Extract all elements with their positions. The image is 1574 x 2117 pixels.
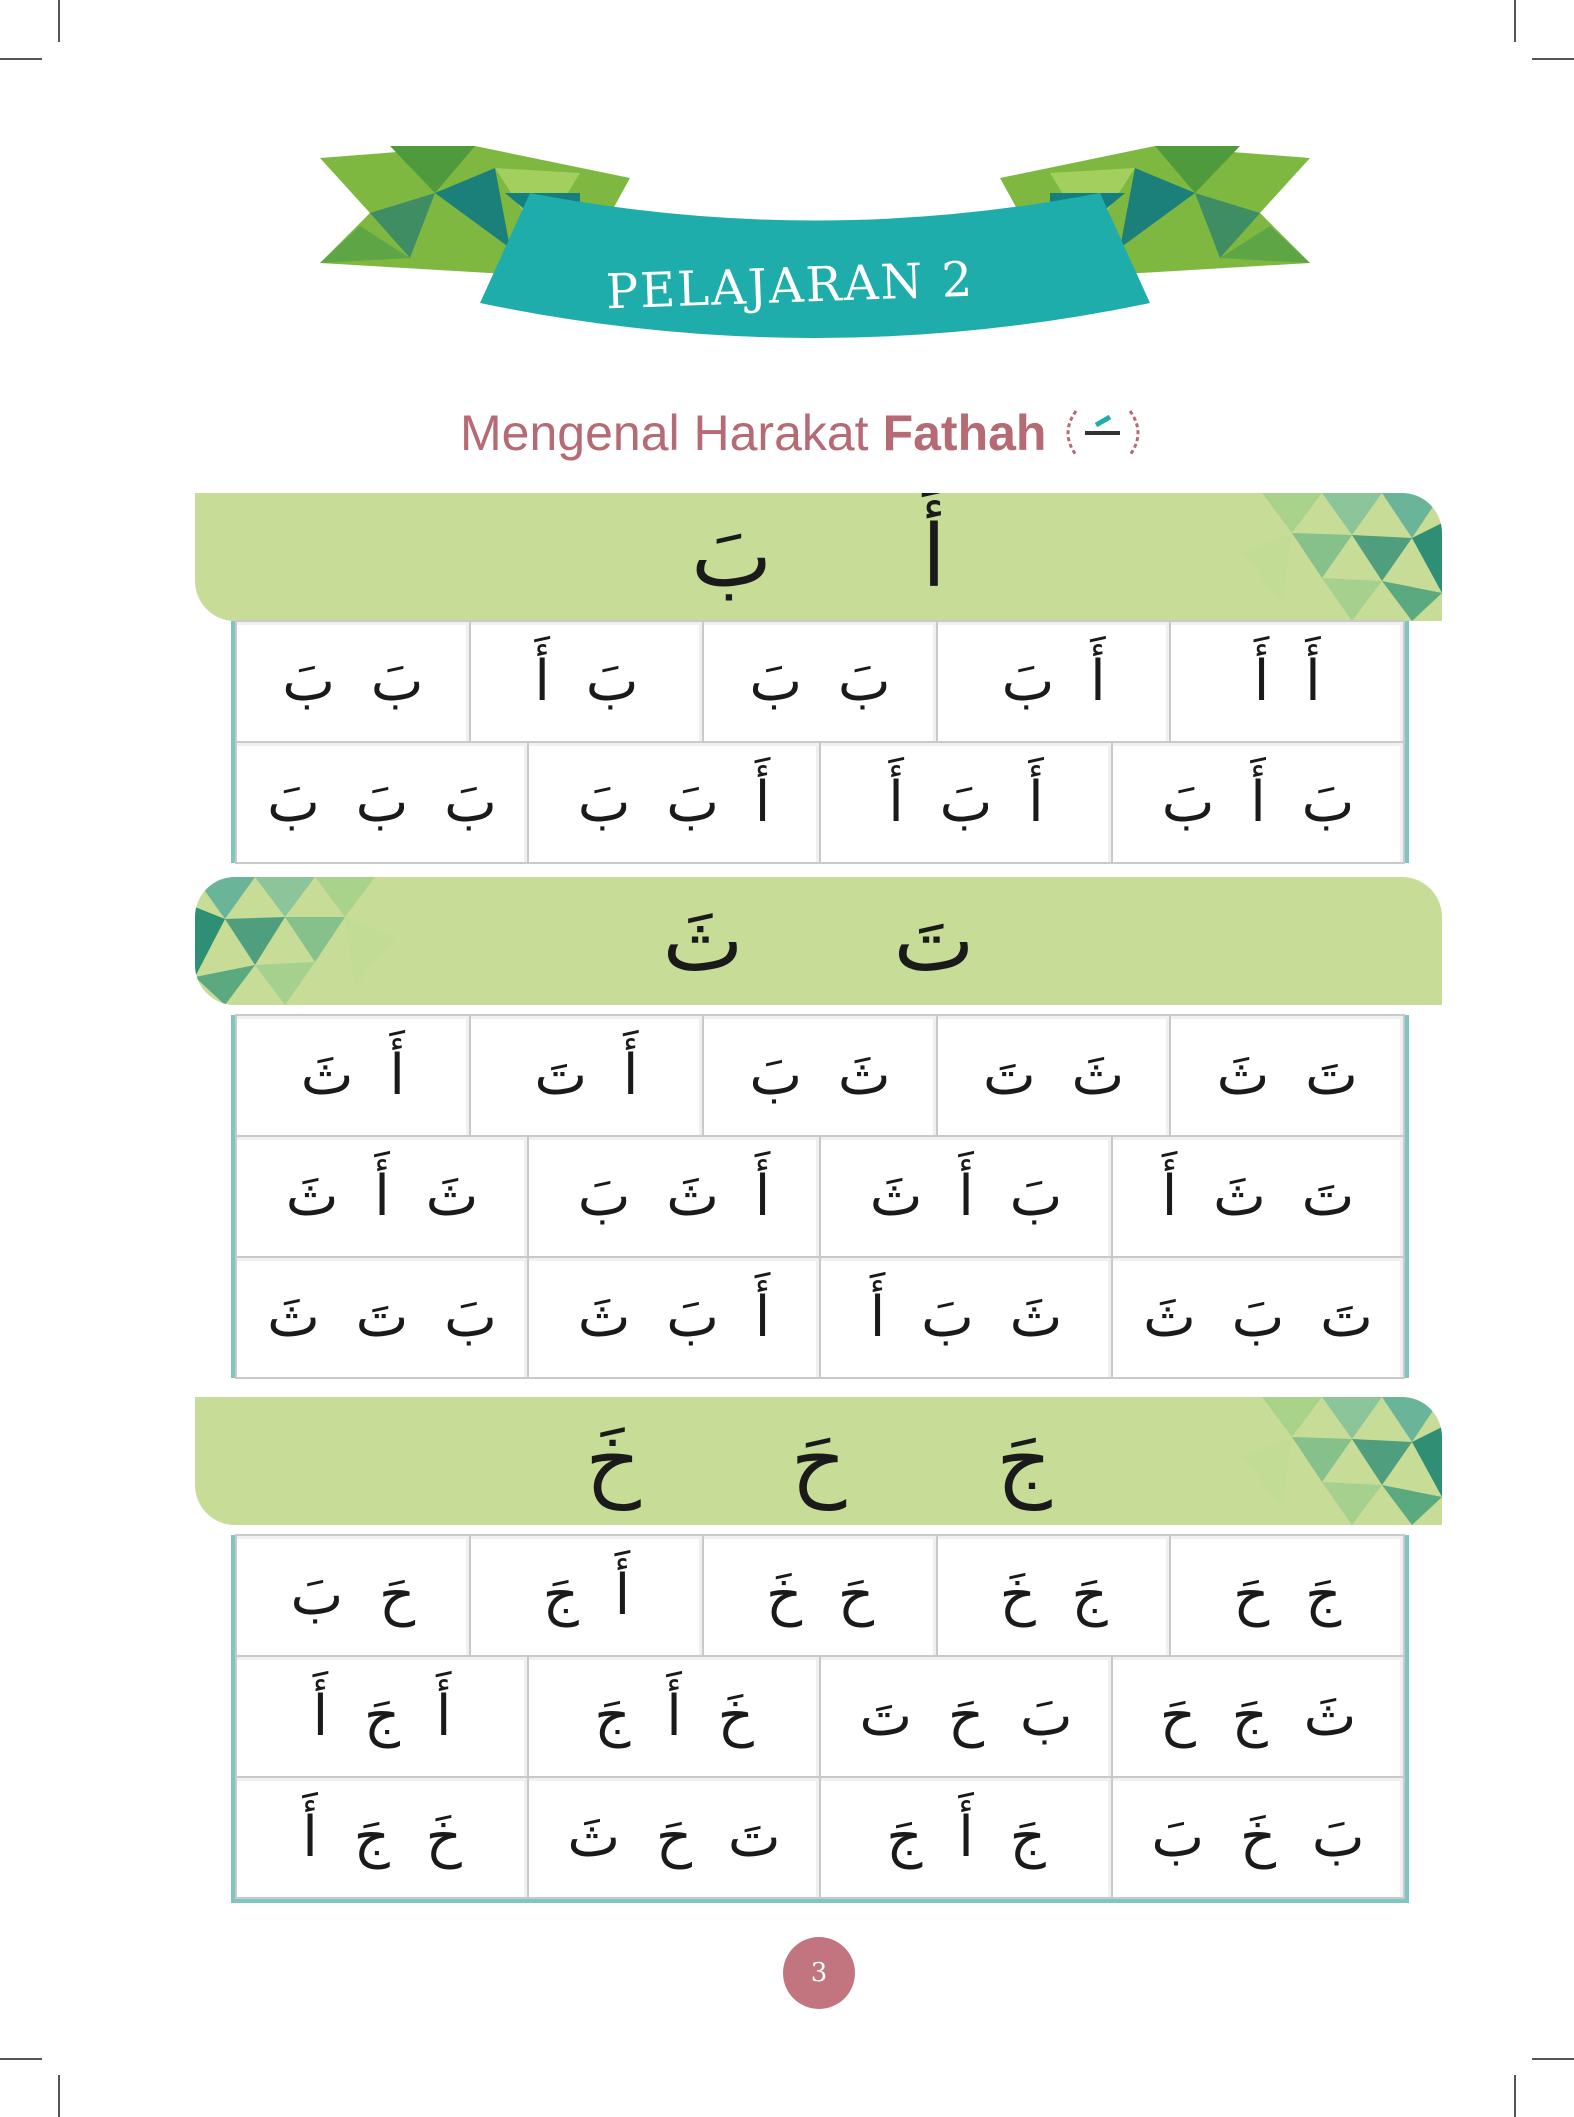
practice-grid-3 — [231, 1535, 1409, 1903]
header-letter: بَ — [691, 507, 773, 607]
grid-row — [236, 1015, 1404, 1136]
grid-cell: أَ جَ أَ — [235, 1655, 529, 1778]
grid-cell: تَ ثَ أَ — [1111, 1135, 1405, 1258]
subtitle-text: Mengenal Harakat — [460, 405, 869, 461]
section-header-1 — [195, 493, 1442, 621]
fathah-sign — [1060, 403, 1146, 463]
header-letter: جَ — [996, 1411, 1052, 1511]
section-letters-3 — [195, 1397, 1442, 1525]
grid-row — [236, 1777, 1404, 1898]
grid-cell: تَ ثَ — [1169, 1014, 1405, 1137]
grid-cell: بَ بَ بَ — [235, 741, 529, 864]
grid-cell: بَ تَ ثَ — [235, 1256, 529, 1379]
grid-cell: أَ بَ ثَ — [527, 1256, 821, 1379]
grid-row — [236, 621, 1404, 742]
crop-mark — [0, 58, 42, 60]
grid-cell: جَ أَ جَ — [819, 1776, 1113, 1899]
grid-cell: بَ حَ تَ — [819, 1655, 1113, 1778]
page-number: 3 — [783, 1937, 855, 2009]
section-header-3 — [195, 1397, 1442, 1525]
grid-cell: أَ جَ — [469, 1534, 705, 1657]
grid-cell: جَ خَ — [936, 1534, 1172, 1657]
grid-cell: حَ خَ — [702, 1534, 938, 1657]
grid-cell: بَ أَ بَ — [1111, 741, 1405, 864]
grid-row — [236, 1535, 1404, 1656]
grid-cell: أَ بَ — [936, 620, 1172, 743]
grid-cell: تَ بَ ثَ — [1111, 1256, 1405, 1379]
grid-cell: أَ أَ — [1169, 620, 1405, 743]
grid-cell: حَ بَ — [235, 1534, 471, 1657]
crop-mark — [1532, 2058, 1574, 2060]
lesson-title: PELAJARAN 2 — [604, 251, 976, 321]
grid-row — [236, 1257, 1404, 1378]
lesson-subtitle — [460, 398, 1180, 468]
grid-cell: ثَ أَ ثَ — [235, 1135, 529, 1258]
grid-cell: خَ جَ أَ — [235, 1776, 529, 1899]
header-letter: ثَ — [662, 891, 744, 991]
grid-cell: ثَ تَ — [936, 1014, 1172, 1137]
header-letter: حَ — [790, 1411, 847, 1511]
crop-mark — [1532, 58, 1574, 60]
header-letter: تَ — [893, 891, 975, 991]
grid-row — [236, 742, 1404, 863]
grid-cell: تَ حَ ثَ — [527, 1776, 821, 1899]
crop-mark — [1514, 0, 1516, 42]
grid-cell: أَ بَ بَ — [527, 741, 821, 864]
grid-cell: بَ أَ ثَ — [819, 1135, 1113, 1258]
section-letters-1 — [195, 493, 1442, 621]
crop-mark — [58, 0, 60, 42]
grid-cell: أَ ثَ بَ — [527, 1135, 821, 1258]
grid-cell: بَ خَ بَ — [1111, 1776, 1405, 1899]
crop-mark — [0, 2058, 42, 2060]
header-letter: أَ — [922, 507, 946, 607]
grid-cell: بَ بَ — [235, 620, 471, 743]
grid-cell: بَ أَ — [469, 620, 705, 743]
grid-cell: بَ بَ — [702, 620, 938, 743]
grid-row — [236, 1136, 1404, 1257]
grid-cell: ثَ بَ — [702, 1014, 938, 1137]
grid-cell: ثَ جَ حَ — [1111, 1655, 1405, 1778]
header-letter: خَ — [585, 1411, 641, 1511]
grid-row — [236, 1656, 1404, 1777]
grid-cell: أَ تَ — [469, 1014, 705, 1137]
crop-mark — [58, 2075, 60, 2117]
practice-grid-2 — [231, 1015, 1409, 1378]
grid-cell: أَ بَ أَ — [819, 741, 1113, 864]
fathah-laurel-icon — [1060, 403, 1146, 463]
subtitle-bold: Fathah — [882, 405, 1047, 461]
ribbon-banner — [320, 138, 1310, 368]
crop-mark — [1514, 2075, 1516, 2117]
section-letters-2 — [195, 877, 1442, 1005]
grid-cell: أَ ثَ — [235, 1014, 471, 1137]
grid-cell: خَ أَ جَ — [527, 1655, 821, 1778]
grid-cell: ثَ بَ أَ — [819, 1256, 1113, 1379]
section-header-2 — [195, 877, 1442, 1005]
grid-cell: جَ حَ — [1169, 1534, 1405, 1657]
practice-grid-1 — [231, 621, 1409, 863]
